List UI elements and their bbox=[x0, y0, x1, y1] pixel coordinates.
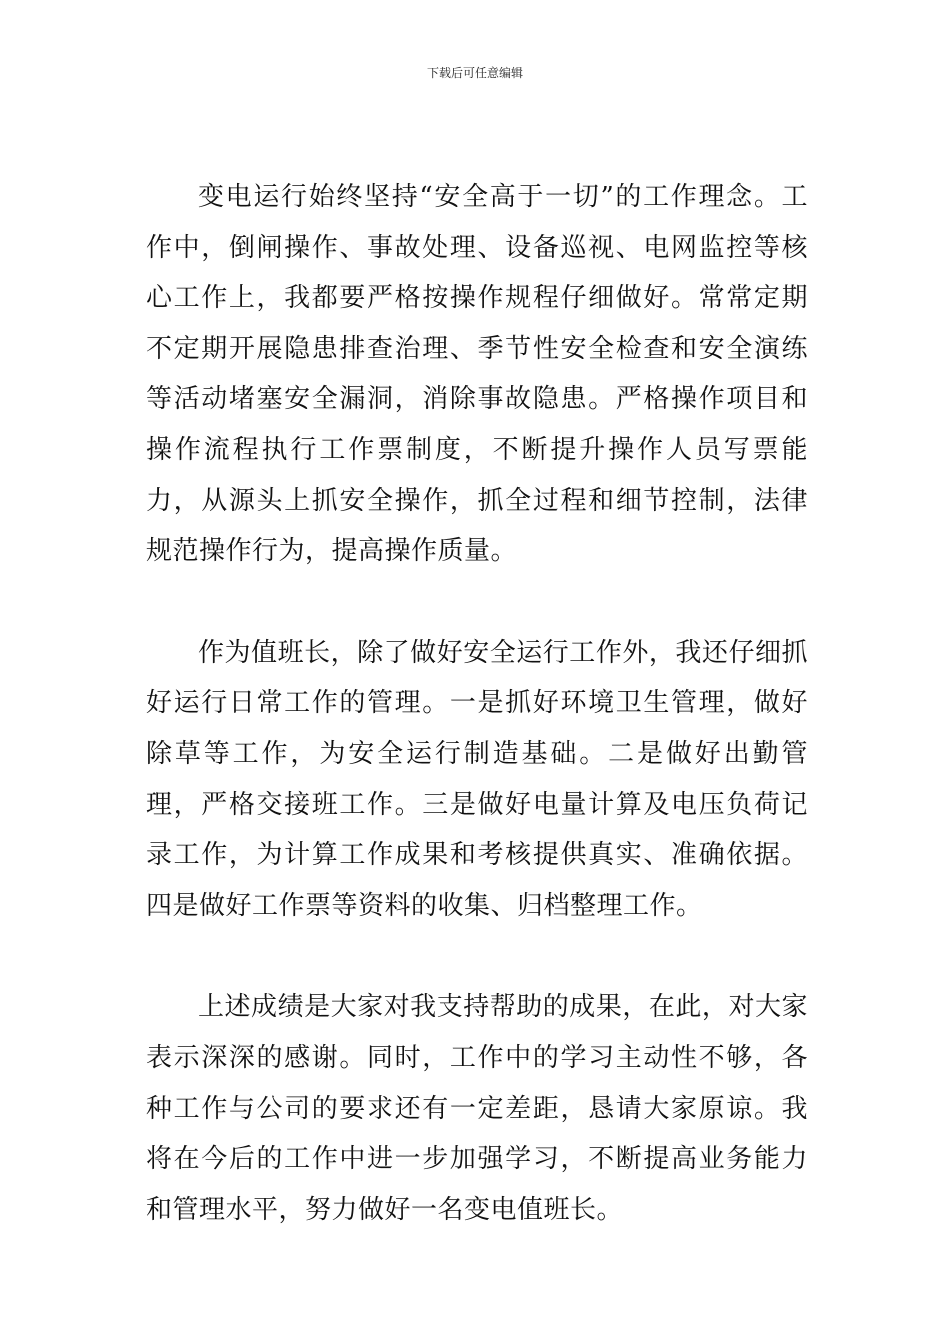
document-body bbox=[146, 172, 808, 1235]
paragraph-safety-operation: 变电运行始终坚持“安全高于一切”的工作理念。工作中，倒闸操作、事故处理、设备巡视、电网监控等核心工作上，我都要严格按操作规程仔细做好。常常定期不定期开展隐患排查治理、季节性安全检查和安全演练等活动堵塞安全漏洞，消除事故隐患。严格操作项目和操作流程执行工作票制度，不断提升操作人员写票能力，从源头上抓安全操作，抓全过程和细节控制，法律规范操作行为，提高操作质量。 bbox=[146, 182, 808, 567]
paragraph-thanks-and-outlook: 上述成绩是大家对我支持帮助的成果，在此，对大家表示深深的感谢。同时，工作中的学习主动性不够，各种工作与公司的要求还有一定差距，恳请大家原谅。我将在今后的工作中进一步加强学习，不断提高业务能力和管理水平，努力做好一名变电值班长。 bbox=[146, 992, 808, 1225]
paragraph-daily-management: 作为值班长，除了做好安全运行工作外，我还仔细抓好运行日常工作的管理。一是抓好环境卫生管理，做好除草等工作，为安全运行制造基础。二是做好出勤管理，严格交接班工作。三是做好电量计算及电压负荷记录工作，为计算工作成果和考核提供真实、准确依据。四是做好工作票等资料的收集、归档整理工作。 bbox=[146, 637, 808, 921]
page-header-note: 下载后可任意编辑 bbox=[426, 66, 523, 80]
